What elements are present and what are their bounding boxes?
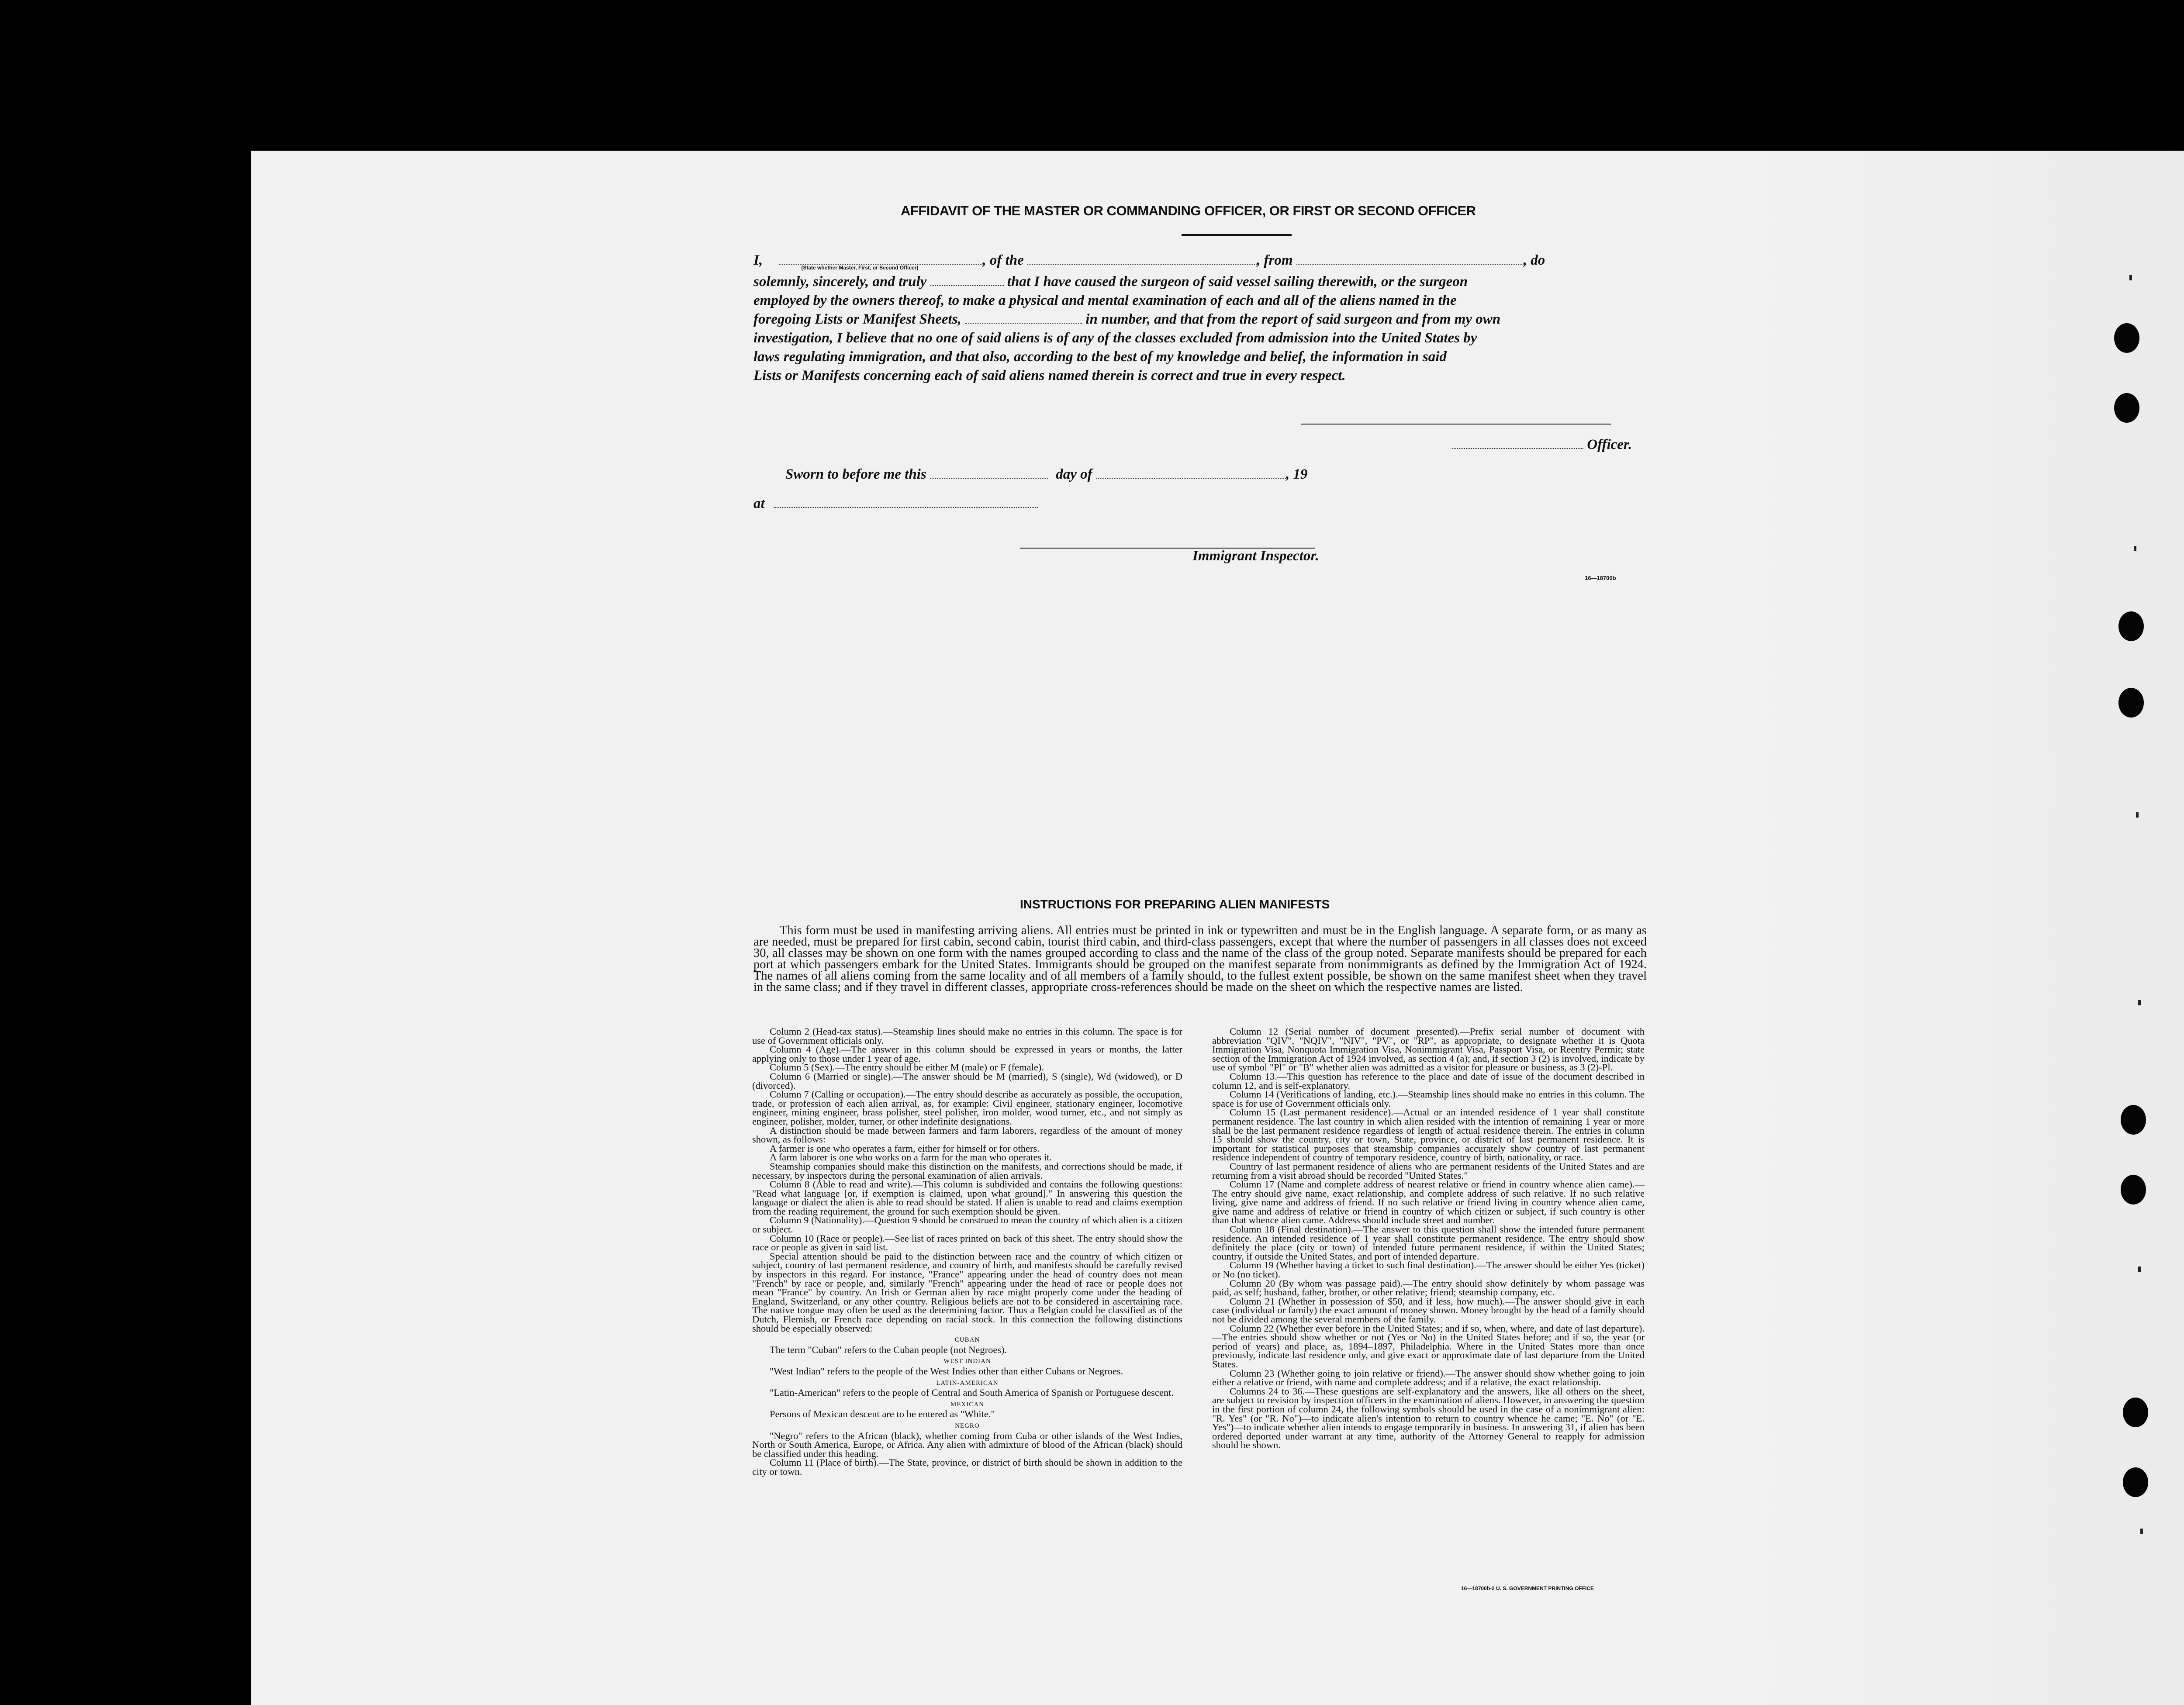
page-shading [1756, 151, 2184, 1705]
affidavit-line-7: Lists or Manifests concerning each of said aliens named therein is correct and true in every respect. [753, 368, 1346, 383]
punch-hole [2118, 688, 2144, 718]
number-of-aliens-blank[interactable] [965, 311, 1082, 324]
staple-mark [2136, 812, 2139, 818]
staple-mark [2140, 1529, 2143, 1534]
vessel-name-blank[interactable] [1027, 252, 1257, 265]
affidavit-title: AFFIDAVIT OF THE MASTER OR COMMANDING OFFICER, OR FIRST OR SECOND OFFICER [901, 203, 1476, 218]
rank-note: (State whether Master, First, or Second Officer) [801, 265, 919, 271]
sworn-day-blank[interactable] [930, 466, 1048, 479]
form-number: 16—18700b [1585, 575, 1616, 581]
sworn-line: Sworn to before me this day of , 19 [785, 466, 1308, 482]
punch-hole [2123, 1398, 2148, 1427]
instructions-right-column: Column 12 (Serial number of document presented).—Prefix serial number of document with abbreviation "QIV", "NQIV", "NIV", "PV", or "RP", as appropriate, to designate whether it is Quota Immigration Visa, Nonquota Immigration Visa, Nonimmigrant Visa, Passport Visa, or Reentry Permit; state section of the Immigration Act of 1924 involved, as section 4 (a); and, if section 3 (2) is involved, indicate by use of symbol "Pl" or "B" whether alien was admitted as a visitor for pleasure or business, as 3 (2)-Pl. Column 13.—This question has reference to the place and date of issue of the document described in column 12, and is self-explanatory. Column 14 (Verifications of landing, etc.).—Steamship lines should make no entries in this column. The space is for use of Government officials only. Column 15 (Last permanent residence).—Actual or an intended residence of 1 year shall constitute permanent residence. The last country in which alien resided with the intention of remaining 1 year or more shall be the last permanent residence regardless of length of actual residence therein. The entries in column 15 should show the country, city or town, State, province, or district of last permanent residence. It is important for statistical purposes that steamship companies accurately show country of last permanent residence independent of country of temporary residence, country of birth, nationality, or race. Country of last permanent residence of aliens who are permanent residents of the United States and are returning from a visit abroad should be recorded "United States." Column 17 (Name and complete address of nearest relative or friend in country whence alien came).—The entry should give name, exact relationship, and complete address of such relative. If no such relative living, give name and address of friend. If no such relative or friend living in country whence alien came, give name and address of relative or friend in country of which citizen or subject, if such country is other than that whence alien came. Address should include street and number. Column 18 (Final destination).—The answer to this question shall show the intended future permanent residence. An intended residence of 1 year shall constitute permanent residence. The entry should show definitely the place (city or town) of intended future permanent residence, if within the United States; country, if outside the United States, and port of intended departure. Column 19 (Whether having a ticket to such final destination).—The answer should be either Yes (ticket) or No (no ticket). Column 20 (By whom was passage paid).—The entry should show definitely by whom passage was paid, as self; husband, father, brother, or other relative; friend; steamship company, etc. Column 21 (Whether in possession of $50, and if less, how much).—The answer should give in each case (individual or family) the exact amount of money shown. Money brought by the head of a family should not be divided among the several members of the family. Column 22 (Whether ever before in the United States; and if so, when, where, and date of last departure).—The entries should show whether or not (Yes or No) in the United States before; and if so, the year (or period of years) and place, as, 1894–1897, Philadelphia. Where in the United States more than once previously, indicate last residence only, and give exact or approximate date of last departure from the United States. Column 23 (Whether going to join relative or friend).—The answer should show whether going to join either a relative or friend, with name and complete address; and if a relative, the exact relationship. Columns 24 to 36.—These questions are self-explanatory and the answers, like all others on the sheet, are subject to revision by inspection officers in the examination of aliens. However, in answering the question in the first portion of column 24, the following symbols should be used in the case of a nonimmigrant alien: "R. Yes" (or "R. No")—to indicate alien's intention to return to country whence he came; "E. No" (or "E. Yes")—to indicate whether alien intends to engage temporarily in business. In answering 31, if alien has been ordered deported under warrant at any time, authority of the Attorney General to reapply for admission should be shown. [1212, 1026, 1645, 1451]
staple-mark [2134, 546, 2136, 551]
officer-name-blank[interactable] [1452, 437, 1583, 449]
officer-label: Officer. [1587, 437, 1632, 452]
sworn-blank[interactable] [930, 274, 1004, 286]
cuban-heading: CUBAN [954, 1336, 980, 1344]
instructions-title: INSTRUCTIONS FOR PREPARING ALIEN MANIFESTS [1020, 897, 1330, 911]
west-indian-heading: WEST INDIAN [943, 1358, 991, 1365]
inspector-label: Immigrant Inspector. [1192, 548, 1319, 564]
affidavit-line-4: foregoing Lists or Manifest Sheets, in number, and that from the report of said surgeon and from my own [753, 311, 1501, 327]
instructions-intro: This form must be used in manifesting arriving aliens. All entries must be printed in ink or typewritten and must be in the English language. A separate form, or as many as are needed, must be prepared for first cabin, second cabin, tourist third cabin, and third-class passengers, except that where the number of passengers in all classes does not exceed 30, all classes may be shown on one form with the names grouped according to class and the name of the class of the group noted. Separate manifests should be prepared for each port at which passengers embark for the United States. Immigrants should be grouped on the manifest separate from nonimmigrants as defined by the Immigration Act of 1924. The names of all aliens coming from the same locality and of all members of a family should, to the fullest extent possible, be shown on the same manifest sheet when they travel in the same class; and if they travel in different classes, appropriate cross-references should be made on the sheet on which the respective names are listed. [753, 924, 1647, 994]
place-blank[interactable] [774, 496, 1038, 508]
printing-office-footer: 16—18700b-2 U. S. GOVERNMENT PRINTING OFFICE [1461, 1585, 1594, 1591]
staple-mark [2138, 1267, 2141, 1272]
staple-mark [2138, 1000, 2141, 1005]
from-port-blank[interactable] [1296, 252, 1524, 265]
punch-hole [2118, 611, 2144, 641]
affidavit-line-3: employed by the owners thereof, to make a physical and mental examination of each and all of the aliens named in the [753, 293, 1457, 308]
title-underline [1182, 234, 1292, 236]
punch-hole [2123, 1467, 2148, 1497]
affidavit-line-1: I, (State whether Master, First, or Second Officer) , of the , from , do [753, 252, 1545, 271]
sworn-month-blank[interactable] [1096, 466, 1286, 479]
staple-mark [2129, 275, 2132, 280]
punch-hole [2121, 1105, 2146, 1135]
punch-hole [2114, 323, 2139, 353]
negro-heading: NEGRO [955, 1422, 980, 1429]
officer-line [1452, 437, 1653, 453]
at-line: at [753, 496, 1647, 512]
affidavit-line-6: laws regulating immigration, and that also, according to the best of my knowledge and belief, the information in said [753, 349, 1447, 365]
officer-rank-blank[interactable] [779, 252, 982, 271]
punch-hole [2114, 393, 2139, 423]
latin-american-heading: LATIN-AMERICAN [936, 1379, 999, 1387]
instructions-left-column: Column 2 (Head-tax status).—Steamship lines should make no entries in this column. The space is for use of Government officials only. Column 4 (Age).—The answer in this column should be expressed in years or months, the latter applying only to those under 1 year of age. Column 5 (Sex).—The entry should be either M (male) or F (female). Column 6 (Married or single).—The answer should be M (married), S (single), Wd (widowed), or D (divorced). Column 7 (Calling or occupation).—The entry should describe as accurately as possible, the occupation, trade, or profession of each alien arrival, as, for example: Civil engineer, stationary engineer, locomotive engineer, mining engineer, brass polisher, steel polisher, iron molder, wood turner, etc., and not simply as engineer, polisher, molder, turner, or other indefinite designations. A distinction should be made between farmers and farm laborers, regardless of the amount of money shown, as follows: A farmer is one who operates a farm, either for himself or for others. A farm laborer is one who works on a farm for the man who operates it. Steamship companies should make this distinction on the manifests, and corrections should be made, if necessary, by inspectors during the personal examination of alien arrivals. Column 8 (Able to read and write).—This column is subdivided and contains the following questions: "Read what language [or, if exemption is claimed, upon what ground]." In answering this question the language or dialect the alien is able to read should be stated. If alien is unable to read and claims exemption from the reading requirement, the ground for such exemption should be given. Column 9 (Nationality).—Question 9 should be construed to mean the country of which alien is a citizen or subject. Column 10 (Race or people).—See list of races printed on back of this sheet. The entry should show the race or people as given in said list. Special attention should be paid to the distinction between race and the country of which citizen or subject, country of last permanent residence, and country of birth, and manifests should be carefully revised by inspectors in this regard. For instance, "France" appearing under the head of country does not mean "French" by race or people, and, similarly "French" appearing under the head of race or people does not mean "France" by country. An Irish or German alien by race might properly come under the heading of England, Switzerland, or any other country. Religious beliefs are not to be considered in ascertaining race. The native tongue may often be used as the determining factor. Thus a Belgian could be classified as of the Dutch, Flemish, or French race depending on racial stock. In this connection the following distinctions should be especially observed: CUBAN The term "Cuban" refers to the Cuban people (not Negroes). WEST INDIAN "West Indian" refers to the people of the West Indies other than either Cubans or Negroes. LATIN-AMERICAN "Latin-American" refers to the people of Central and South America of Spanish or Portuguese descent. MEXICAN Persons of Mexican descent are to be entered as "White." NEGRO "Negro" refers to the African (black), whether coming from Cuba or other islands of the West Indies, North or South America, Europe, or Africa. Any alien with admixture of blood of the African (black) should be classified under this heading. Column 11 (Place of birth).—The State, province, or district of birth should be shown in addition to the city or town. [752, 1026, 1182, 1477]
officer-signature-line[interactable] [1301, 424, 1611, 425]
affidavit-line-2: solemnly, sincerely, and truly that I have caused the surgeon of said vessel sailing therewith, or the surgeon [753, 274, 1468, 290]
mexican-heading: MEXICAN [950, 1401, 984, 1408]
affidavit-line-5: investigation, I believe that no one of said aliens is of any of the classes excluded from admission into the United States by [753, 330, 1477, 346]
punch-hole [2121, 1175, 2146, 1205]
